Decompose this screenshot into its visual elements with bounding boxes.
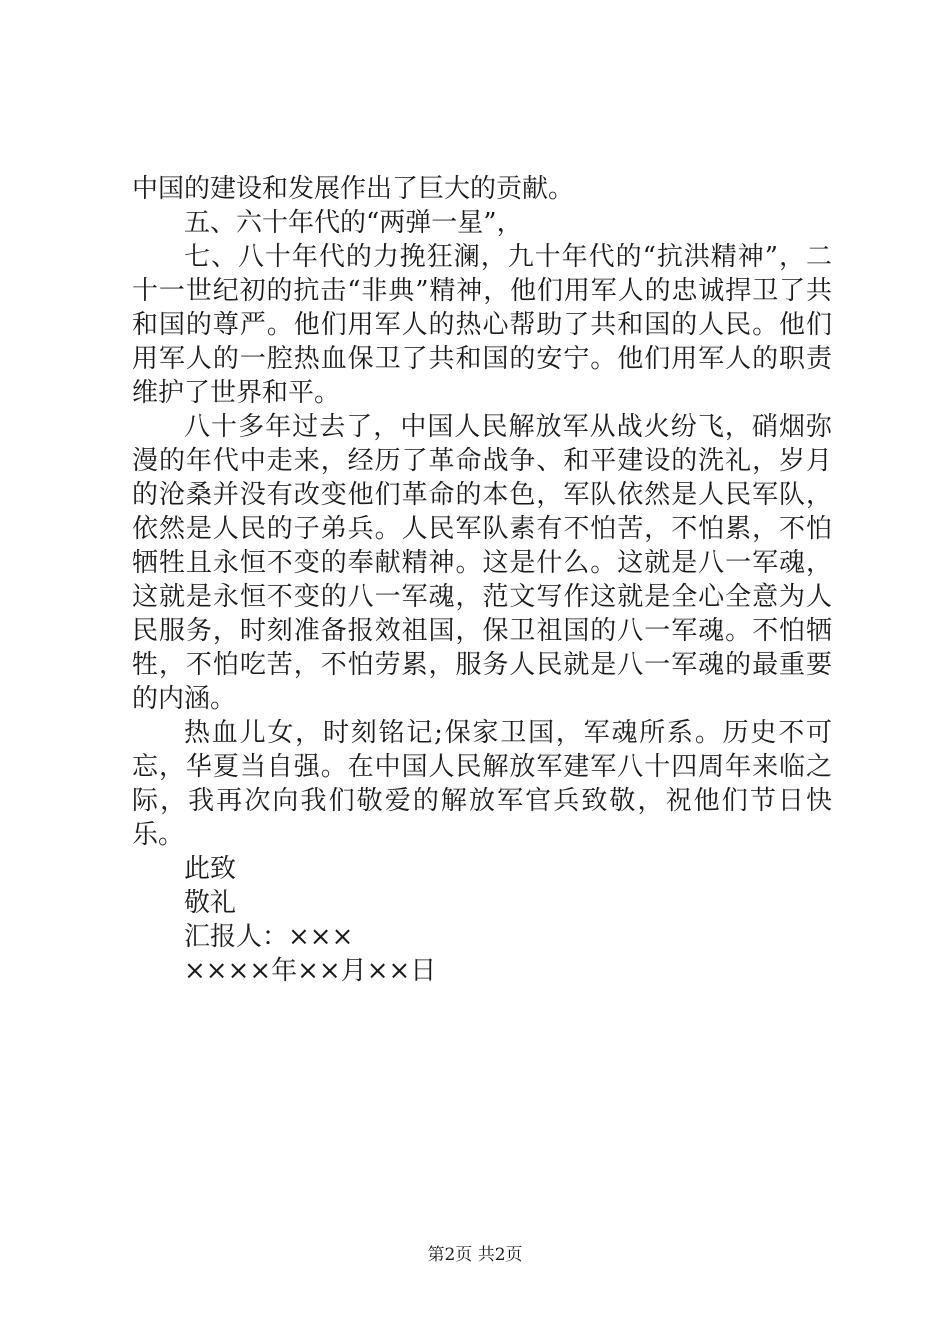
paragraph-two-bombs-one-satellite: 五、六十年代的“两弹一星”， [184,208,523,238]
page-number-label: 第2页 共2页 [427,1245,523,1265]
document-body [132,172,832,988]
closing-greeting: 此致 [184,854,237,884]
page-footer [0,1244,950,1266]
paragraph-eighty-years: 八十多年过去了，中国人民解放军从战火纷飞，硝烟弥漫的年代中走来，经历了革命战争、和平建设的洗礼，岁月的沧桑并没有改变他们革命的本色，军队依然是人民军队，依然是人民的子弟兵。人民军队素有不怕苦，不怕累，不怕牺牲且永恒不变的奉献精神。这是什么。这就是八一军魂，这就是永恒不变的八一军魂，范文写作这就是全心全意为人民服务，时刻准备报效祖国，保卫祖国的八一军魂。不怕牺牲，不怕吃苦，不怕劳累，服务人民就是八一军魂的最重要的内涵。 [132,412,832,714]
closing-reporter: 汇报人：××× [184,922,354,952]
paragraph-continuation: 中国的建设和发展作出了巨大的贡献。 [132,174,575,204]
closing-date: ××××年××月××日 [184,956,437,986]
closing-salute: 敬礼 [184,888,237,918]
paragraph-tribute: 热血儿女，时刻铭记;保家卫国，军魂所系。历史不可忘，华夏当自强。在中国人民解放军建军八十四周年来临之际，我再次向我们敬爱的解放军官兵致敬，祝他们节日快乐。 [132,718,832,850]
paragraph-eras: 七、八十年代的力挽狂澜，九十年代的“抗洪精神”，二十一世纪初的抗击“非典”精神，他们用军人的忠诚捍卫了共和国的尊严。他们用军人的热心帮助了共和国的人民。他们用军人的一腔热血保卫了共和国的安宁。他们用军人的职责维护了世界和平。 [132,242,832,408]
